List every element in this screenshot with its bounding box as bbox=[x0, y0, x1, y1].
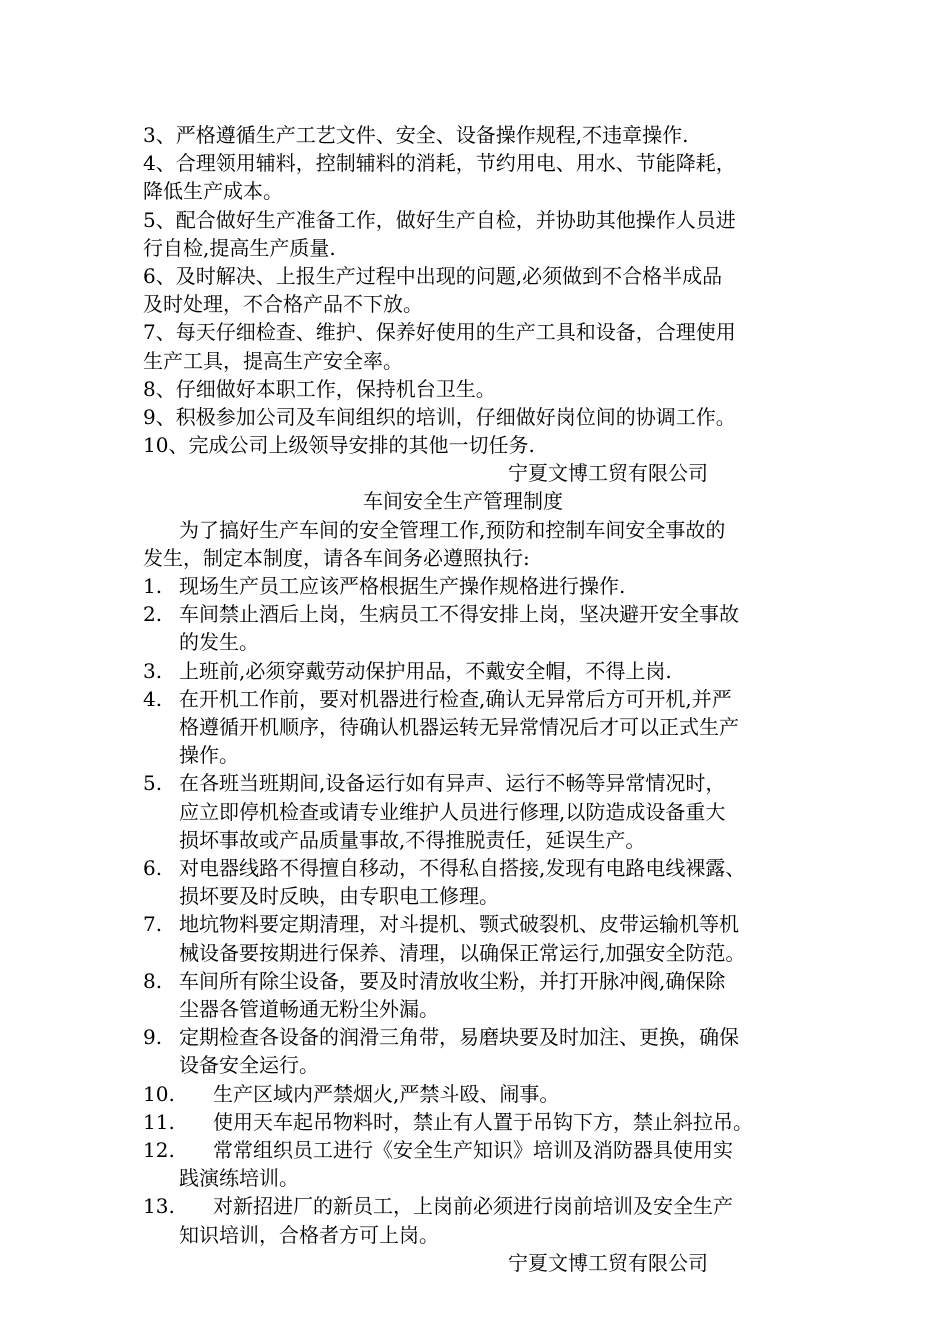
item-number: 4. bbox=[143, 686, 163, 711]
text-line: 5、配合做好生产准备工作，做好生产自检，并协助其他操作人员进 bbox=[143, 207, 736, 232]
item-text: 在各班当班期间,设备运行如有异声、运行不畅等异常情况时， bbox=[179, 771, 726, 796]
item-text: 对电器线路不得擅自移动，不得私自搭接,发现有电路电线裸露、 bbox=[179, 855, 746, 880]
section-duties bbox=[143, 121, 833, 487]
item-number: 8. bbox=[143, 968, 163, 993]
list-item bbox=[143, 1192, 833, 1220]
item-text: 常常组织员工进行《安全生产知识》培训及消防器具使用实 bbox=[213, 1137, 733, 1162]
item-text: 定期检查各设备的润滑三角带，易磨块要及时加注、更换，确保 bbox=[179, 1025, 739, 1050]
item-text-continued: 设备安全运行。 bbox=[179, 1053, 319, 1078]
item-text: 使用天车起吊物料时，禁止有人置于吊钩下方，禁止斜拉吊。 bbox=[213, 1109, 753, 1134]
item-text-continued: 械设备要按期进行保养、清理，以确保正常运行,加强安全防范。 bbox=[179, 940, 746, 965]
list-item bbox=[143, 1108, 833, 1136]
list-item bbox=[143, 572, 833, 600]
item-text: 上班前,必须穿戴劳动保护用品，不戴安全帽，不得上岗. bbox=[179, 658, 672, 683]
list-item bbox=[143, 967, 833, 995]
item-text: 车间禁止酒后上岗，生病员工不得安排上岗，坚决避开安全事故 bbox=[179, 602, 739, 627]
document-page bbox=[143, 121, 833, 1277]
item-text-continued: 操作。 bbox=[179, 743, 239, 768]
text-line: 7、每天仔细检查、维护、保养好使用的生产工具和设备，合理使用 bbox=[143, 320, 736, 345]
text-line: 及时处理，不合格产品不下放。 bbox=[143, 292, 423, 317]
section-title: 车间安全生产管理制度 bbox=[363, 489, 563, 514]
item-number: 2. bbox=[143, 602, 163, 627]
company-signature: 宁夏文博工贸有限公司 bbox=[508, 1250, 708, 1275]
text-line: 生产工具，提高生产安全率。 bbox=[143, 348, 403, 373]
list-item bbox=[143, 1080, 833, 1108]
item-text-continued: 践演练培训。 bbox=[179, 1166, 299, 1191]
list-item bbox=[143, 769, 833, 797]
item-text-continued: 的发生。 bbox=[179, 630, 259, 655]
item-text-continued: 格遵循开机顺序，待确认机器运转无异常情况后才可以正式生产 bbox=[179, 715, 739, 739]
text-line: 6、及时解决、上报生产过程中出现的问题,必须做到不合格半成品 bbox=[143, 263, 723, 288]
item-text: 车间所有除尘设备，要及时清放收尘粉，并打开脉冲阀,确保除 bbox=[179, 968, 726, 993]
company-signature: 宁夏文博工贸有限公司 bbox=[508, 461, 708, 486]
list-item bbox=[143, 854, 833, 882]
item-number: 12. bbox=[143, 1137, 175, 1162]
item-text-continued: 知识培训，合格者方可上岗。 bbox=[179, 1222, 439, 1247]
item-number: 10. bbox=[143, 1081, 175, 1106]
item-text: 生产区域内严禁烟火,严禁斗殴、闹事。 bbox=[213, 1081, 560, 1106]
list-item bbox=[143, 1023, 833, 1051]
item-number: 5. bbox=[143, 771, 163, 796]
text-line: 4、合理领用辅料，控制辅料的消耗，节约用电、用水、节能降耗， bbox=[143, 151, 736, 176]
item-number: 7. bbox=[143, 912, 163, 937]
item-text: 对新招进厂的新员工，上岗前必须进行岗前培训及安全生产 bbox=[213, 1194, 733, 1219]
text-line: 行自检,提高生产质量. bbox=[143, 235, 336, 260]
text-line: 8、仔细做好本职工作，保持机台卫生。 bbox=[143, 376, 496, 401]
item-text: 在开机工作前，要对机器进行检查,确认无异常后方可开机,并严 bbox=[179, 686, 732, 711]
intro-line: 为了搞好生产车间的安全管理工作,预防和控制车间安全事故的 bbox=[179, 517, 726, 542]
item-text-continued: 损坏要及时反映，由专职电工修理。 bbox=[179, 884, 499, 909]
item-text-continued: 尘器各管道畅通无粉尘外漏。 bbox=[179, 996, 439, 1021]
text-line: 9、积极参加公司及车间组织的培训，仔细做好岗位间的协调工作。 bbox=[143, 404, 736, 429]
item-number: 13. bbox=[143, 1194, 175, 1219]
item-text-continued: 应立即停机检查或请专业维护人员进行修理,以防造成设备重大 bbox=[179, 799, 726, 824]
item-number: 11. bbox=[143, 1109, 175, 1134]
text-line: 降低生产成本。 bbox=[143, 179, 283, 204]
list-item bbox=[143, 600, 833, 628]
item-number: 9. bbox=[143, 1025, 163, 1050]
section-safety-rules bbox=[143, 487, 833, 1276]
item-number: 3. bbox=[143, 658, 163, 683]
item-number: 1. bbox=[143, 574, 163, 598]
list-item bbox=[143, 910, 833, 938]
text-line: 10、完成公司上级领导安排的其他一切任务. bbox=[143, 433, 535, 458]
list-item bbox=[143, 657, 833, 685]
item-text-continued: 损坏事故或产品质量事故,不得推脱责任，延误生产。 bbox=[179, 827, 646, 852]
item-number: 6. bbox=[143, 855, 163, 880]
item-text: 地坑物料要定期清理，对斗提机、颚式破裂机、皮带运输机等机 bbox=[179, 912, 739, 937]
list-item bbox=[143, 685, 833, 713]
list-item bbox=[143, 1136, 833, 1164]
item-text: 现场生产员工应该严格根据生产操作规格进行操作. bbox=[179, 574, 626, 598]
intro-line: 发生，制定本制度，请各车间务必遵照执行: bbox=[143, 545, 530, 570]
text-line: 3、严格遵循生产工艺文件、安全、设备操作规程,不违章操作. bbox=[143, 123, 689, 147]
